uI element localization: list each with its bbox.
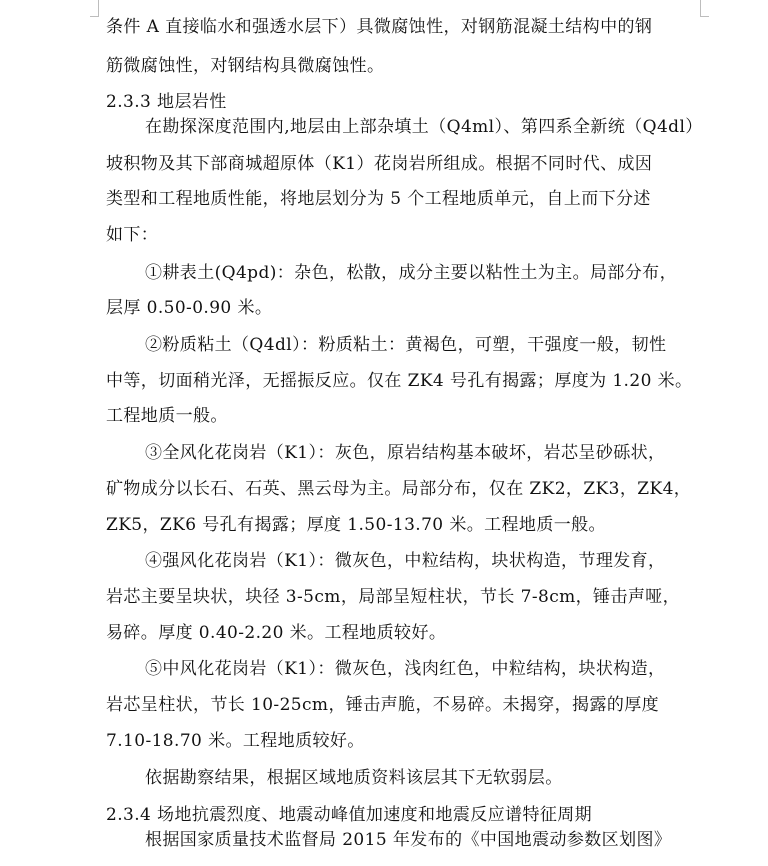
stratum-4-line: ④强风化花岗岩（K1）：微灰色，中粒结构，块状构造，节理发育， (145, 551, 666, 571)
paragraph-line: 根据国家质量技术监督局 2015 年发布的《中国地震动参数区划图》 (145, 830, 672, 850)
stratum-3-line: ZK5，ZK6 号孔有揭露；厚度 1.50-13.70 米。工程地质一般。 (106, 515, 606, 535)
stratum-2-line: 工程地质一般。 (106, 406, 228, 426)
paragraph-line: 在勘探深度范围内,地层由上部杂填土（Q4ml）、第四系全新统（Q4dl） (145, 117, 703, 137)
stratum-4-line: 易碎。厚度 0.40-2.20 米。工程地质较好。 (106, 623, 447, 643)
stratum-4-line: 岩芯主要呈块状，块径 3-5cm，局部呈短柱状，节长 7-8cm，锤击声哑， (106, 587, 681, 607)
paragraph-line: 依据勘察结果，根据区域地质资料该层其下无软弱层。 (145, 768, 563, 788)
margin-corner-mark-right (700, 0, 709, 17)
stratum-2-line: 中等，切面稍光泽，无摇振反应。仅在 ZK4 号孔有揭露；厚度为 1.20 米。 (106, 371, 693, 391)
stratum-3-line: ③全风化花岗岩（K1）：灰色，原岩结构基本破坏，岩芯呈砂砾状， (145, 443, 666, 463)
stratum-5-line: 7.10-18.70 米。工程地质较好。 (106, 731, 365, 751)
paragraph-line: 筋微腐蚀性，对钢结构具微腐蚀性。 (106, 56, 385, 76)
paragraph-line: 坡积物及其下部商城超原体（K1）花岗岩所组成。根据不同时代、成因 (106, 154, 653, 174)
paragraph-line: 如下： (106, 225, 159, 245)
paragraph-line: 类型和工程地质性能，将地层划分为 5 个工程地质单元，自上而下分述 (106, 189, 651, 209)
stratum-1-line: ①耕表土(Q4pd)：杂色，松散，成分主要以粘性土为主。局部分布， (145, 263, 677, 283)
paragraph-line: 条件 A 直接临水和强透水层下）具微腐蚀性，对钢筋混凝土结构中的钢 (106, 17, 653, 37)
section-heading-2-3-3: 2.3.3 地层岩性 (106, 92, 227, 112)
stratum-1-line: 层厚 0.50-0.90 米。 (106, 298, 273, 318)
stratum-3-line: 矿物成分以长石、石英、黑云母为主。局部分布，仅在 ZK2，ZK3，ZK4， (106, 479, 692, 499)
stratum-2-line: ②粉质粘土（Q4dl）：粉质粘土：黄褐色，可塑，干强度一般，韧性 (145, 335, 667, 355)
section-heading-2-3-4: 2.3.4 场地抗震烈度、地震动峰值加速度和地震反应谱特征周期 (106, 805, 593, 825)
margin-corner-mark-left (90, 0, 99, 17)
stratum-5-line: ⑤中风化花岗岩（K1）：微灰色，浅肉红色，中粒结构，块状构造， (145, 659, 666, 679)
stratum-5-line: 岩芯呈柱状，节长 10-25cm，锤击声脆，不易碎。未揭穿，揭露的厚度 (106, 695, 660, 715)
